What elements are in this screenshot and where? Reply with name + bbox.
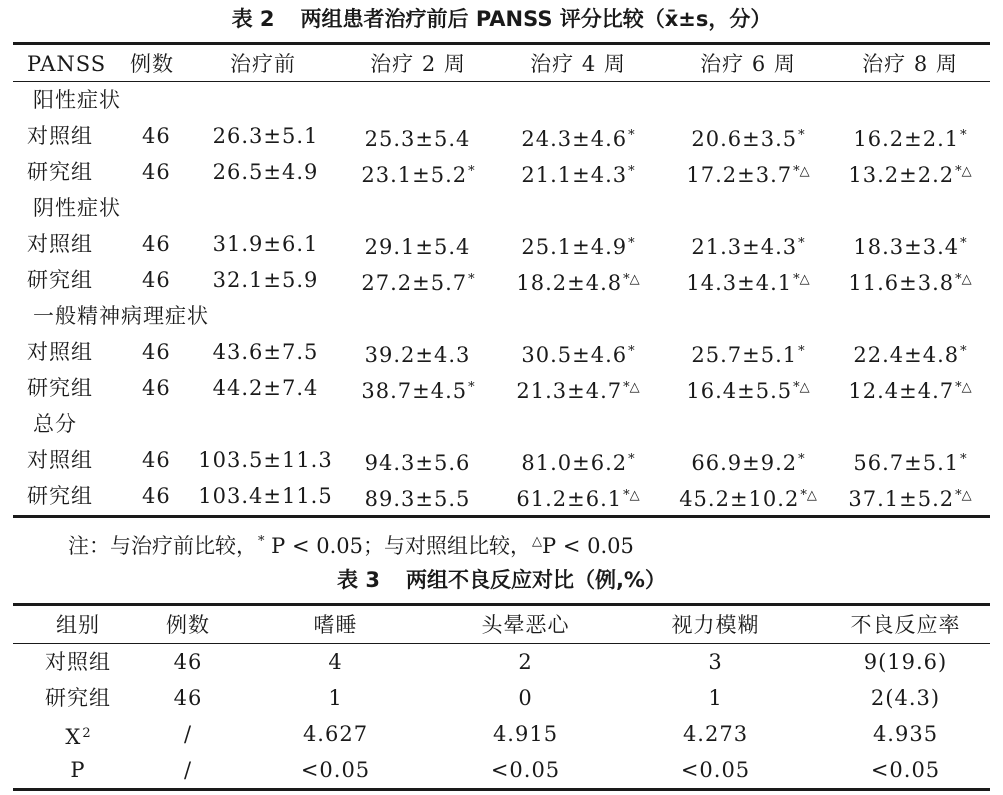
cell-drowsiness: <0.05 [300,758,371,782]
cell-n: 46 [142,448,171,472]
cell-group: 研究组 [27,160,93,184]
cell-w8: 16.2±2.1* [853,127,967,151]
table2-row [13,442,990,478]
cell-p-label: P [70,758,86,782]
cell-w6: 20.6±3.5* [691,127,805,151]
cell-w8: 56.7±5.1* [853,451,967,475]
cell-w6: 14.3±4.1*△ [686,271,810,295]
cell-dizziness: 4.915 [492,722,559,746]
cell-n: 46 [142,232,171,256]
significance-marker: *△ [793,272,810,287]
cell-group: 对照组 [27,448,93,472]
header-w4: 治疗 4 周 [530,52,626,76]
significance-marker: * [628,236,635,251]
cell-w2: 38.7±4.5* [361,379,475,403]
cell-w6: 66.9±9.2* [691,451,805,475]
cell-group: 对照组 [27,124,93,148]
cell-w2: 25.3±5.4 [364,127,471,151]
significance-marker: *△ [800,488,817,503]
header-dizziness: 头晕恶心 [481,613,570,637]
cell-w8: 37.1±5.2*△ [848,487,972,511]
cell-blurred-vision: 1 [708,686,723,710]
significance-marker: *△ [623,272,640,287]
table3-row [13,680,990,716]
header-w2: 治疗 2 周 [370,52,466,76]
table2-section-row [13,82,990,118]
significance-marker: * [960,452,967,467]
header-adverse-rate: 不良反应率 [850,613,961,637]
cell-pre: 26.5±4.9 [212,160,319,184]
cell-group: 对照组 [27,232,93,256]
table2-row [13,334,990,370]
table3-bottom-rule [13,788,990,791]
section-label: 总分 [33,412,77,436]
significance-marker: * [628,164,635,179]
significance-marker: *△ [623,380,640,395]
significance-marker: *△ [955,272,972,287]
table2-section-row [13,190,990,226]
cell-w4: 24.3±4.6* [521,127,635,151]
cell-w8: 11.6±3.8*△ [848,271,972,295]
significance-marker: *△ [955,164,972,179]
table3-chi-row [13,716,990,752]
cell-n: / [183,758,193,782]
table2-row [13,118,990,154]
significance-marker: * [468,380,475,395]
cell-blurred-vision: 4.273 [682,722,749,746]
header-n: 例数 [166,613,210,637]
header-group: 组别 [56,613,100,637]
cell-n: 46 [142,160,171,184]
header-w8: 治疗 8 周 [862,52,958,76]
header-panss: PANSS [27,52,107,76]
cell-pre: 43.6±7.5 [212,340,319,364]
cell-w4: 21.3±4.7*△ [516,379,640,403]
cell-pre: 26.3±5.1 [212,124,319,148]
cell-w8: 18.3±3.4* [853,235,967,259]
header-n: 例数 [130,52,174,76]
significance-marker: * [798,452,805,467]
table2-row [13,478,990,514]
cell-n: 46 [142,484,171,508]
cell-adverse-rate: 9(19.6) [863,650,948,674]
table3-caption: 两组不良反应对比（例,%） [405,568,666,592]
cell-n: 46 [142,340,171,364]
significance-marker: * [628,128,635,143]
cell-group: 研究组 [27,376,93,400]
significance-marker: * [798,128,805,143]
cell-w2: 94.3±5.6 [364,451,471,475]
cell-n: / [183,722,193,746]
header-drowsiness: 嗜睡 [313,613,358,637]
header-blurred-vision: 视力模糊 [671,613,760,637]
significance-marker: * [628,452,635,467]
table3-header-row [13,607,990,643]
cell-w4: 30.5±4.6* [521,343,635,367]
cell-n: 46 [142,268,171,292]
cell-adverse-rate: <0.05 [870,758,941,782]
table2-header-row [13,46,990,82]
section-label: 阴性症状 [33,196,121,220]
cell-chi-label: $X^2$ [65,725,91,749]
significance-marker: *△ [955,380,972,395]
table2-top-rule [13,42,990,45]
significance-marker: *△ [623,488,640,503]
cell-w2: 89.3±5.5 [364,487,471,511]
section-label: 一般精神病理症状 [33,304,209,328]
cell-n: 46 [173,686,203,710]
cell-n: 46 [142,124,171,148]
cell-w4: 18.2±4.8*△ [516,271,640,295]
table3-number: 表 3 [337,568,380,592]
cell-w6: 21.3±4.3* [691,235,805,259]
cell-w6: 17.2±3.7*△ [686,163,810,187]
table2-bottom-rule [13,515,990,518]
section-label: 阳性症状 [33,88,121,112]
cell-w2: 39.2±4.3 [364,343,471,367]
cell-drowsiness: 4.627 [302,722,369,746]
cell-blurred-vision: <0.05 [680,758,751,782]
cell-w8: 13.2±2.2*△ [848,163,972,187]
table2-section-row [13,406,990,442]
cell-n: 46 [173,650,203,674]
cell-group: 研究组 [27,484,93,508]
table2-row [13,262,990,298]
cell-n: 46 [142,376,171,400]
table2-title [0,6,1003,32]
table2-caption: 两组患者治疗前后 PANSS 评分比较（x̄±s，分） [300,7,772,31]
cell-pre: 44.2±7.4 [212,376,319,400]
cell-w4: 25.1±4.9* [521,235,635,259]
table3-top-rule [13,603,990,606]
significance-marker: * [628,344,635,359]
cell-pre: 32.1±5.9 [212,268,319,292]
cell-group: 对照组 [45,650,111,674]
header-pre: 治疗前 [230,52,296,76]
cell-pre: 103.5±11.3 [198,448,333,472]
cell-dizziness: 2 [518,650,533,674]
cell-w2: 23.1±5.2* [361,163,475,187]
cell-blurred-vision: 3 [708,650,723,674]
significance-marker: * [798,344,805,359]
cell-w6: 45.2±10.2*△ [679,487,817,511]
cell-w2: 29.1±5.4 [364,235,471,259]
cell-drowsiness: 4 [328,650,343,674]
significance-marker: * [960,236,967,251]
cell-w2: 27.2±5.7* [361,271,475,295]
significance-marker: *△ [793,380,810,395]
cell-group: 研究组 [45,686,111,710]
cell-w4: 81.0±6.2* [521,451,635,475]
header-w6: 治疗 6 周 [700,52,796,76]
significance-marker: * [960,344,967,359]
table3-title [0,567,1003,593]
significance-marker: * [960,128,967,143]
significance-marker: *△ [793,164,810,179]
cell-w8: 12.4±4.7*△ [848,379,972,403]
cell-dizziness: <0.05 [490,758,561,782]
table2-row [13,370,990,406]
cell-dizziness: 0 [518,686,533,710]
cell-w4: 61.2±6.1*△ [516,487,640,511]
cell-w8: 22.4±4.8* [853,343,967,367]
table3-row [13,644,990,680]
cell-group: 研究组 [27,268,93,292]
significance-marker: * [468,164,475,179]
table3-p-row [13,752,990,788]
table2-number: 表 2 [231,7,275,31]
cell-pre: 31.9±6.1 [212,232,319,256]
cell-w4: 21.1±4.3* [521,163,635,187]
table2-row [13,226,990,262]
cell-adverse-rate: 4.935 [872,722,939,746]
table2-row [13,154,990,190]
significance-marker: * [798,236,805,251]
cell-pre: 103.4±11.5 [198,484,333,508]
cell-w6: 16.4±5.5*△ [686,379,810,403]
cell-drowsiness: 1 [328,686,343,710]
cell-w6: 25.7±5.1* [691,343,805,367]
table2-note: 注：与治疗前比较，* P < 0.05；与对照组比较，△P < 0.05 [68,534,634,558]
significance-marker: *△ [955,488,972,503]
cell-group: 对照组 [27,340,93,364]
significance-marker: * [468,272,475,287]
table2-section-row [13,298,990,334]
cell-adverse-rate: 2(4.3) [870,686,941,710]
